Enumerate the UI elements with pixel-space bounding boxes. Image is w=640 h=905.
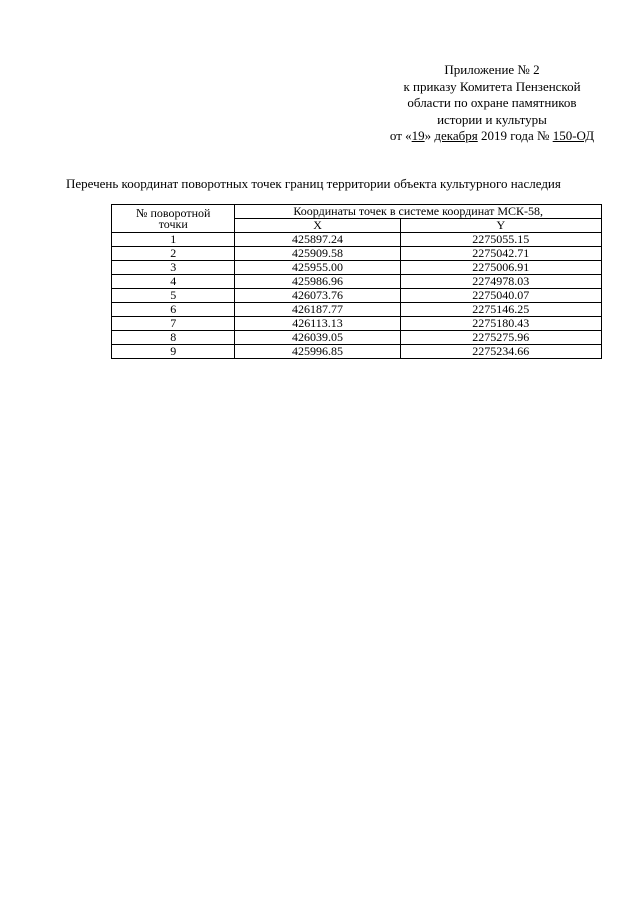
table-row <box>112 317 602 331</box>
date-day: 19 <box>411 128 425 143</box>
y-coordinate-cell: 2275275.96 <box>400 331 601 345</box>
table-header-row <box>112 205 602 219</box>
table-row <box>112 275 602 289</box>
y-coordinate-cell: 2275180.43 <box>400 317 601 331</box>
date-prefix: от « <box>389 128 412 143</box>
point-number-cell: 2 <box>112 247 235 261</box>
y-coordinate-cell: 2275234.66 <box>400 345 601 359</box>
committee-line: области по охране памятников <box>407 95 577 110</box>
order-reference-line: к приказу Комитета Пензенской <box>403 78 581 94</box>
order-number: 150-ОД <box>552 128 595 143</box>
y-coordinate-cell: 2275006.91 <box>400 261 601 275</box>
table-row <box>112 233 602 247</box>
x-coordinate-cell: 425986.96 <box>235 275 400 289</box>
point-number-cell: 4 <box>112 275 235 289</box>
x-coordinate-cell: 425996.85 <box>235 345 400 359</box>
x-coordinate-cell: 425909.58 <box>235 247 400 261</box>
y-coordinate-cell: 2274978.03 <box>400 275 601 289</box>
table-row <box>112 261 602 275</box>
order-date-line <box>372 128 612 145</box>
y-coordinate-cell: 2275042.71 <box>400 247 601 261</box>
coordinates-header: Координаты точек в системе координат МСК-58, <box>235 205 602 219</box>
x-coordinate-cell: 425897.24 <box>235 233 400 247</box>
appendix-header <box>372 62 612 145</box>
y-coordinate-cell: 2275146.25 <box>400 303 601 317</box>
date-month: декабря <box>434 128 478 143</box>
table-body <box>112 233 602 359</box>
date-mid: » <box>424 128 435 143</box>
point-number-cell: 1 <box>112 233 235 247</box>
coordinates-table <box>111 204 602 359</box>
y-header: Y <box>400 219 601 233</box>
table-row <box>112 289 602 303</box>
point-number-cell: 7 <box>112 317 235 331</box>
point-number-header-line1: № поворотной <box>136 205 211 220</box>
committee-line-2: истории и культуры <box>437 111 547 127</box>
point-number-header <box>112 205 235 233</box>
x-coordinate-cell: 426113.13 <box>235 317 400 331</box>
y-coordinate-cell: 2275040.07 <box>400 289 601 303</box>
y-coordinate-cell: 2275055.15 <box>400 233 601 247</box>
point-number-header-line2: точки <box>158 216 188 231</box>
x-coordinate-cell: 425955.00 <box>235 261 400 275</box>
x-header: X <box>235 219 400 233</box>
table-row <box>112 345 602 359</box>
x-coordinate-cell: 426187.77 <box>235 303 400 317</box>
table-row <box>112 331 602 345</box>
point-number-cell: 3 <box>112 261 235 275</box>
point-number-cell: 6 <box>112 303 235 317</box>
point-number-cell: 5 <box>112 289 235 303</box>
x-coordinate-cell: 426073.76 <box>235 289 400 303</box>
table-row <box>112 247 602 261</box>
point-number-cell: 8 <box>112 331 235 345</box>
date-suffix: 2019 года № <box>477 128 553 143</box>
table-row <box>112 303 602 317</box>
point-number-cell: 9 <box>112 345 235 359</box>
x-coordinate-cell: 426039.05 <box>235 331 400 345</box>
document-title: Перечень координат поворотных точек границ территории объекта культурного наследия <box>66 176 561 191</box>
appendix-title: Приложение № 2 <box>444 62 540 77</box>
